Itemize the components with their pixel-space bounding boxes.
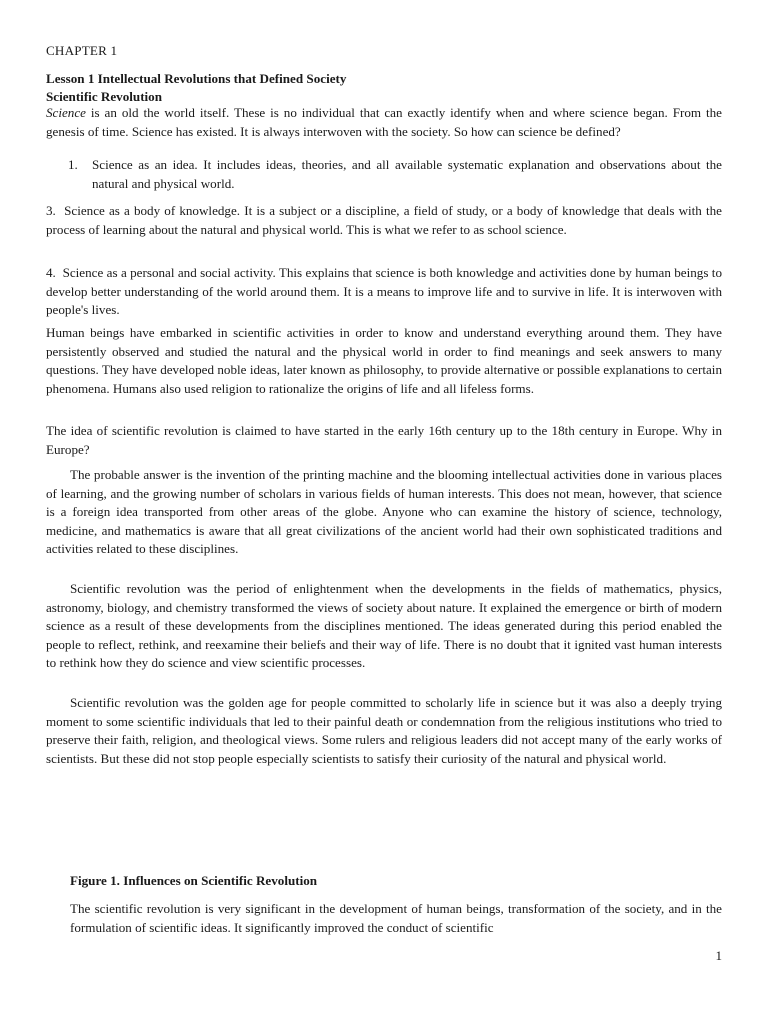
- intro-text: is an old the world itself. These is no individual that can exactly identify when and where science began. From the genesis of time. Science has existed. It is always interwoven with the society. So how can science be defined?: [46, 105, 722, 139]
- list-item-4-text: Science as a personal and social activity. This explains that science is both knowledge and activities done by human beings to develop better understanding of the world around them. It is a means to improve life and to survive in life. It is interwoven with people's lives.: [46, 265, 722, 318]
- intro-lead-word: Science: [46, 105, 86, 120]
- list-item-4-number: 4.: [46, 265, 56, 280]
- body-paragraph: Scientific revolution was the golden age for people committed to scholarly life in science but it was also a deeply trying moment to some scientific individuals that led to their painful death or condemnation from the religious institutions who tried to preserve their faith, religion, and theological views. Some rulers and religious leaders did not accept many of the early works of scientists. But these did not stop people especially scientists to satisfy their curiosity of the natural and physical world.: [46, 695, 722, 766]
- closing-paragraph: The scientific revolution is very significant in the development of human beings, transformation of the society, and in the formulation of scientific ideas. It significantly improved the conduct of scientific: [70, 901, 722, 935]
- section-subtitle: Scientific Revolution: [46, 89, 163, 104]
- intro-paragraph: [46, 104, 722, 141]
- body-paragraph: The probable answer is the invention of the printing machine and the blooming intellectual activities done in various places of learning, and the growing number of scholars in various fields of human interests. This does not mean, however, that science is a foreign idea transported from other areas of the globe. Anyone who can examine the history of science, technology, medicine, and mathematics is aware that all great civilizations of the ancient world had their own sophisticated traditions and activities related to these disciplines.: [46, 467, 722, 557]
- list-item-3-number: 3.: [46, 203, 56, 218]
- list-item-3-text: Science as a body of knowledge. It is a subject or a discipline, a field of study, or a body of knowledge that deals with the process of learning about the natural and physical world. This is what we refer to as school science.: [46, 203, 722, 237]
- body-paragraph: Human beings have embarked in scientific activities in order to know and understand everything around them. They have persistently observed and studied the natural and the physical world in order to find meanings and seek answers to many questions. They have developed noble ideas, later known as philosophy, to provide alternative or possible explanations to certain phenomena. Humans also used religion to rationalize the origins of life and all lifeless forms.: [46, 325, 722, 396]
- figure-caption: Figure 1. Influences on Scientific Revolution: [70, 873, 318, 888]
- body-paragraph: The idea of scientific revolution is claimed to have started in the early 16th century up to the 18th century in Europe. Why in Europe?: [46, 423, 722, 457]
- page-number: 1: [715, 948, 722, 963]
- list-item-3: [46, 202, 722, 239]
- list-item-1-text: Science as an idea. It includes ideas, theories, and all available systematic explanation and observations about the natural and physical world.: [92, 157, 722, 191]
- list-item-1: [68, 156, 722, 193]
- list-item-1-number: 1.: [68, 157, 78, 172]
- lesson-title: Lesson 1 Intellectual Revolutions that Defined Society: [46, 71, 347, 86]
- chapter-heading: CHAPTER 1: [46, 43, 118, 58]
- body-paragraph: Scientific revolution was the period of enlightenment when the developments in the fields of mathematics, physics, astronomy, biology, and chemistry transformed the views of society about nature. It explained the emergence or birth of modern science as a result of these developments from the disciplines mentioned. The ideas generated during this period enabled the people to reflect, rethink, and reexamine their beliefs and their way of life. There is no doubt that it ignited vast human interests to rethink how they do science and view scientific processes.: [46, 581, 722, 671]
- document-page: [46, 0, 722, 1024]
- list-item-4: [46, 264, 722, 320]
